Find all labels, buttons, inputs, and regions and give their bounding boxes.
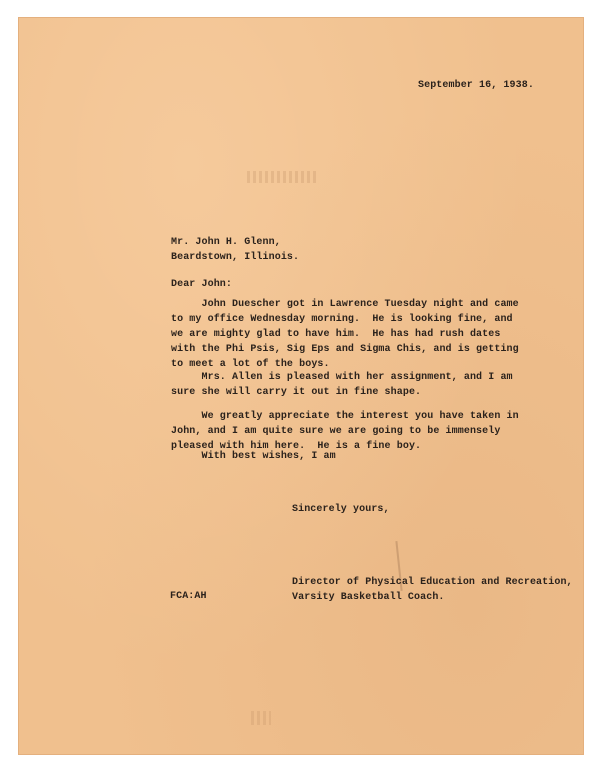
recipient-address	[171, 235, 299, 265]
letter-date: September 16, 1938.	[418, 80, 534, 91]
recipient-line-1: Mr. John H. Glenn,	[171, 237, 281, 248]
signature-title-line-2: Varsity Basketball Coach.	[292, 592, 445, 603]
paragraph-line: to meet a lot of the boys.	[171, 359, 330, 370]
paragraph-line: with the Phi Psis, Sig Eps and Sigma Chis, and is getting	[171, 344, 519, 355]
paragraph-line: pleased with him here. He is a fine boy.	[171, 441, 422, 452]
paragraph-2	[171, 370, 513, 400]
faint-letterhead-mark	[247, 171, 317, 183]
paragraph-4	[171, 449, 336, 464]
letter-page	[18, 17, 584, 755]
paragraph-line: With best wishes, I am	[171, 451, 336, 462]
paragraph-line: We greatly appreciate the interest you have taken in	[171, 411, 519, 422]
signature-title	[292, 575, 573, 605]
paragraph-1	[171, 297, 519, 372]
paragraph-line: John Duescher got in Lawrence Tuesday night and came	[171, 299, 519, 310]
typist-initials: FCA:AH	[170, 591, 207, 602]
recipient-line-2: Beardstown, Illinois.	[171, 252, 300, 263]
paragraph-line: Mrs. Allen is pleased with her assignment, and I am	[171, 372, 513, 383]
salutation: Dear John:	[171, 279, 233, 290]
faint-bottom-mark	[251, 711, 271, 725]
paragraph-3	[171, 409, 519, 454]
signature-title-line-1: Director of Physical Education and Recreation,	[292, 577, 573, 588]
paragraph-line: sure she will carry it out in fine shape.	[171, 387, 422, 398]
complimentary-close: Sincerely yours,	[292, 504, 390, 515]
paragraph-line: to my office Wednesday morning. He is looking fine, and	[171, 314, 513, 325]
paragraph-line: we are mighty glad to have him. He has had rush dates	[171, 329, 501, 340]
paragraph-line: John, and I am quite sure we are going to be immensely	[171, 426, 501, 437]
